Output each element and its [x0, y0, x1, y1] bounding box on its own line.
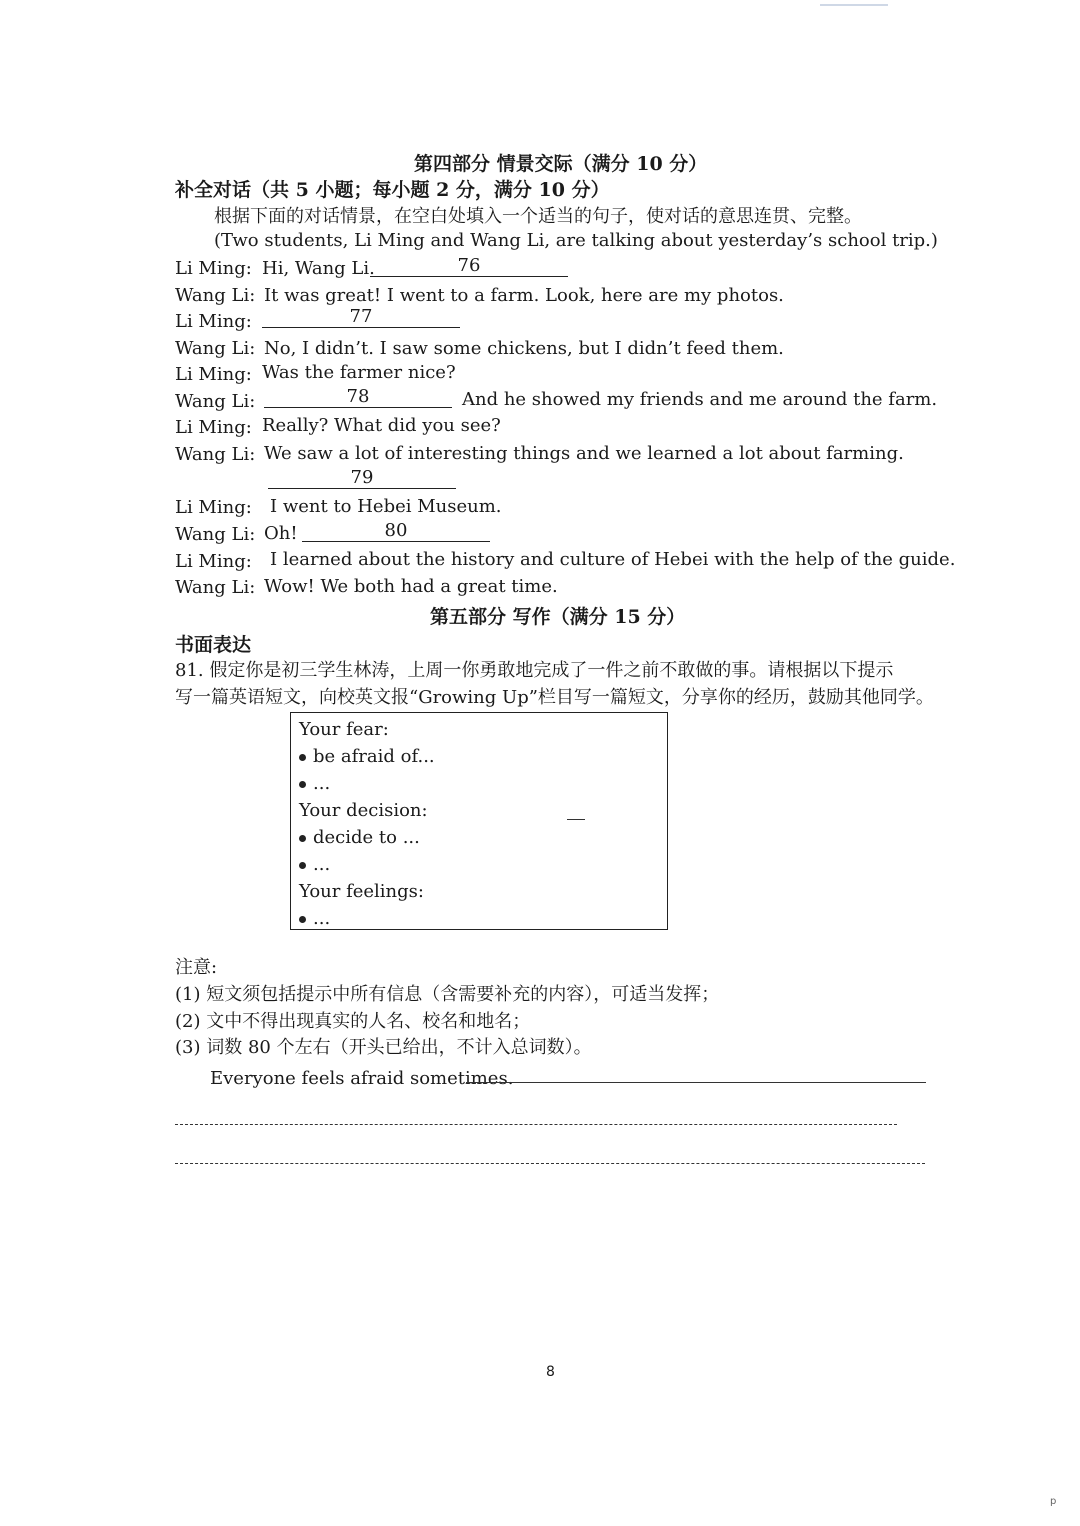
speaker-label: Wang Li:: [175, 338, 256, 359]
corner-mark: p: [1050, 1496, 1057, 1507]
writing-line[interactable]: [466, 1082, 926, 1083]
fear-label: Your fear:: [299, 719, 389, 740]
dialogue-text: And he showed my friends and me around the farm.: [462, 389, 938, 410]
writing-prompt-line2: 写一篇英语短文，向校英文报“Growing Up”栏目写一篇短文，分享你的经历，鼓励其他同学。: [175, 687, 934, 708]
dialogue-text: Wow! We both had a great time.: [264, 576, 558, 597]
speaker-label: Li Ming:: [175, 364, 252, 385]
speaker-label: Li Ming:: [175, 258, 252, 279]
bullet-dot-icon: [299, 862, 306, 869]
dialogue-text: I went to Hebei Museum.: [270, 496, 502, 517]
speaker-label: Wang Li:: [175, 285, 256, 306]
writing-line[interactable]: [175, 1124, 897, 1125]
bullet-dot-icon: [299, 781, 306, 788]
decision-label: Your decision:: [299, 800, 428, 821]
speaker-label: Wang Li:: [175, 577, 256, 598]
bullet-dot-icon: [299, 916, 306, 923]
dialogue-text: Was the farmer nice?: [262, 362, 456, 383]
part4-subheading: 补全对话（共 5 小题；每小题 2 分，满分 10 分）: [175, 179, 610, 201]
part5-heading: 第五部分 写作（满分 15 分）: [430, 606, 686, 628]
hint-bullet: ...: [299, 773, 330, 794]
scan-artifact: [820, 4, 888, 6]
dialogue-text: No, I didn’t. I saw some chickens, but I didn’t feed them.: [264, 338, 784, 359]
hint-bullet: decide to ...: [299, 827, 420, 848]
dialogue-text: We saw a lot of interesting things and we learned a lot about farming.: [264, 443, 904, 464]
dialogue-context: (Two students, Li Ming and Wang Li, are talking about yesterday’s school trip.): [214, 230, 938, 251]
part4-instruction: 根据下面的对话情景，在空白处填入一个适当的句子，使对话的意思连贯、完整。: [214, 206, 862, 227]
speaker-label: Wang Li:: [175, 391, 256, 412]
bullet-dot-icon: [299, 754, 306, 761]
answer-blank-77[interactable]: 77: [262, 307, 460, 328]
feelings-label: Your feelings:: [299, 881, 424, 902]
speaker-label: Li Ming:: [175, 417, 252, 438]
answer-blank-80[interactable]: 80: [302, 521, 490, 542]
speaker-label: Li Ming:: [175, 497, 252, 518]
answer-blank-79[interactable]: 79: [268, 468, 456, 489]
stray-mark: [567, 819, 585, 820]
hint-bullet: be afraid of...: [299, 746, 435, 767]
speaker-label: Wang Li:: [175, 444, 256, 465]
hint-bullet: ...: [299, 854, 330, 875]
bullet-dot-icon: [299, 835, 306, 842]
notes-title: 注意:: [175, 957, 218, 978]
page-number: 8: [546, 1364, 555, 1380]
writing-line[interactable]: [175, 1163, 925, 1164]
answer-blank-78[interactable]: 78: [264, 387, 452, 408]
dialogue-text: Really? What did you see?: [262, 415, 501, 436]
note-item: (3) 词数 80 个左右（开头已给出，不计入总词数）。: [175, 1037, 592, 1058]
hint-box: [290, 712, 668, 930]
dialogue-text: Oh!: [264, 523, 298, 544]
dialogue-text: Hi, Wang Li.: [262, 258, 375, 279]
speaker-label: Wang Li:: [175, 524, 256, 545]
note-item: (1) 短文须包括提示中所有信息（含需要补充的内容），可适当发挥；: [175, 984, 720, 1005]
part5-subheading: 书面表达: [175, 634, 252, 656]
essay-opening: Everyone feels afraid sometimes.: [210, 1068, 514, 1089]
hint-bullet: ...: [299, 908, 330, 929]
speaker-label: Li Ming:: [175, 551, 252, 572]
dialogue-text: It was great! I went to a farm. Look, here are my photos.: [264, 285, 784, 306]
writing-prompt-line1: 81. 假定你是初三学生林涛，上周一你勇敢地完成了一件之前不敢做的事。请根据以下提示: [175, 660, 894, 681]
speaker-label: Li Ming:: [175, 311, 252, 332]
note-item: (2) 文中不得出现真实的人名、校名和地名；: [175, 1011, 531, 1032]
part4-heading: 第四部分 情景交际（满分 10 分）: [414, 153, 708, 175]
answer-blank-76[interactable]: 76: [370, 256, 568, 277]
dialogue-text: I learned about the history and culture of Hebei with the help of the guide.: [270, 549, 956, 570]
